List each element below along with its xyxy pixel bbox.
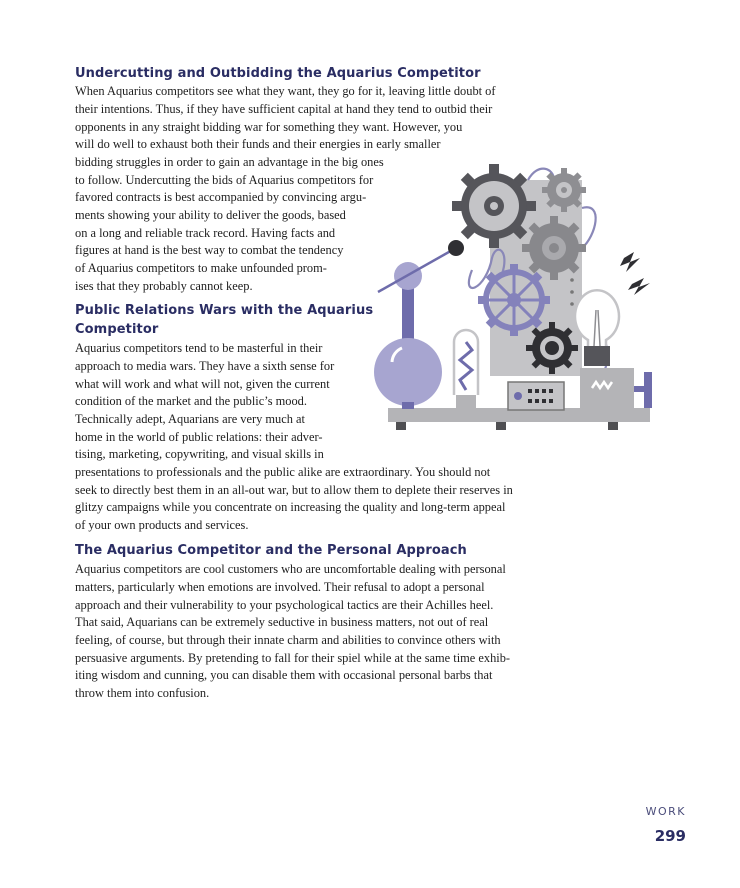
- paragraph-line: seek to directly best them in an all-out war, but to allow them to deplete their reserves in: [75, 483, 513, 497]
- paragraph-line: When Aquarius competitors see what they want, they go for it, leaving little doubt of: [75, 84, 496, 98]
- machine-gears-illustration: [368, 150, 668, 435]
- paragraph-line: to follow. Undercutting the bids of Aquarius competitors for: [75, 173, 374, 187]
- control-panel: [508, 382, 564, 410]
- paragraph-line: Aquarius competitors are cool customers who are uncomfortable dealing with personal: [75, 562, 506, 576]
- section-heading-outbidding: Undercutting and Outbidding the Aquarius Competitor: [75, 66, 481, 81]
- machine-foot: [496, 422, 506, 430]
- paragraph-line: throw them into confusion.: [75, 686, 210, 700]
- paragraph-line: Technically adept, Aquarians are very much at: [75, 412, 305, 426]
- section-heading-personal-approach: The Aquarius Competitor and the Personal Approach: [75, 543, 467, 558]
- paragraph-line: ments showing your ability to deliver the goods, based: [75, 208, 346, 222]
- paragraph-line: condition of the market and the public’s mood.: [75, 394, 307, 408]
- paragraph-line: Aquarius competitors tend to be masterful in their: [75, 341, 323, 355]
- machine-foot: [396, 422, 406, 430]
- paragraph-line: ises that they probably cannot keep.: [75, 279, 253, 293]
- section-label: WORK: [645, 805, 686, 818]
- purple-gear-icon: [478, 264, 550, 336]
- paragraph-line: figures at hand is the best way to combat the tendency: [75, 243, 344, 257]
- page-number: 299: [654, 827, 686, 845]
- paragraph-line: their intentions. Thus, if they have sufficient capital at hand they tend to outbid their: [75, 102, 493, 116]
- machine-foot: [608, 422, 618, 430]
- paragraph-line: of Aquarius competitors to make unfounded prom-: [75, 261, 327, 275]
- paragraph-line: approach and their vulnerability to your psychological tactics are their Achilles heel.: [75, 598, 494, 612]
- dark-gear-icon: [452, 164, 536, 248]
- paragraph-line: home in the world of public relations: their adver-: [75, 430, 323, 444]
- paragraph-line: of your own products and services.: [75, 518, 249, 532]
- medium-gear-icon: [522, 216, 586, 280]
- paragraph-line: That said, Aquarians can be extremely seductive in business matters, not out of real: [75, 615, 489, 629]
- paragraph-line: glitzy campaigns while you concentrate on increasing the quality and long-term appeal: [75, 500, 506, 514]
- flask-icon: [374, 240, 464, 409]
- paragraph-line: approach to media wars. They have a sixth sense for: [75, 359, 335, 373]
- right-cabinet: [580, 368, 652, 408]
- paragraph-line: tising, marketing, copywriting, and visual skills in: [75, 447, 324, 461]
- paragraph-line: what will work and what will not, given the current: [75, 377, 330, 391]
- paragraph-line: feeling, of course, but through their innate charm and abilities to convince others with: [75, 633, 501, 647]
- small-gear-icon: [542, 168, 586, 212]
- section-heading-public-relations-2: Competitor: [75, 322, 159, 337]
- paragraph-line: persuasive arguments. By pretending to fall for their spiel while at the same time exhib-: [75, 651, 511, 665]
- coil-tube-icon: [454, 330, 478, 408]
- paragraph-line: matters, particularly when emotions are involved. Their refusal to adopt a personal: [75, 580, 485, 594]
- paragraph-line: on a long and reliable track record. Having facts and: [75, 226, 336, 240]
- lightning-icon: [620, 252, 650, 295]
- paragraph-line: opponents in any straight bidding war for something they want. However, you: [75, 120, 463, 134]
- paragraph-line: iting wisdom and cunning, you can disable them with occasional personal barbs that: [75, 668, 493, 682]
- wire: [582, 207, 596, 248]
- paragraph-line: bidding struggles in order to gain an advantage in the big ones: [75, 155, 384, 169]
- paragraph-line: presentations to professionals and the public alike are extraordinary. You should not: [75, 465, 491, 479]
- section-heading-public-relations-1: Public Relations Wars with the Aquarius: [75, 303, 374, 318]
- black-gear-icon: [526, 322, 578, 374]
- paragraph-line: favored contracts is best accompanied by convincing argu-: [75, 190, 367, 204]
- paragraph-line: will do well to exhaust both their funds and their energies in early smaller: [75, 137, 441, 151]
